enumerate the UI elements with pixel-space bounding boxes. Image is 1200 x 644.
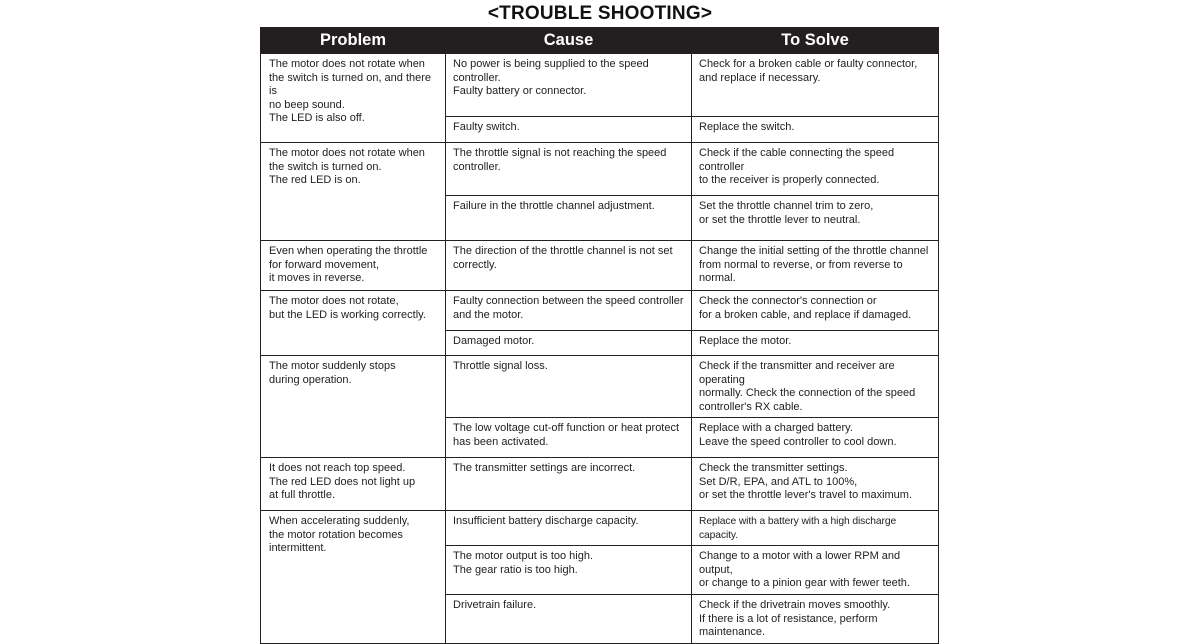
cause-cell: No power is being supplied to the speed controller. Faulty battery or connector. [446,54,692,117]
cause-cell: The throttle signal is not reaching the speed controller. [446,143,692,196]
troubleshooting-table [260,27,939,644]
solve-cell: Check the connector's connection or for a broken cable, and replace if damaged. [692,291,939,331]
table-row [261,54,939,117]
problem-cell: The motor does not rotate when the switch is turned on, and there is no beep sound. The LED is also off. [261,54,446,143]
solve-cell: Check if the drivetrain moves smoothly. If there is a lot of resistance, perform maintenance. [692,595,939,644]
solve-cell: Check the transmitter settings. Set D/R, EPA, and ATL to 100%, or set the throttle lever's travel to maximum. [692,458,939,511]
problem-cell: Even when operating the throttle for forward movement, it moves in reverse. [261,241,446,291]
problem-cell: The motor suddenly stops during operation. [261,356,446,458]
cause-cell: Faulty connection between the speed controller and the motor. [446,291,692,331]
cause-cell: Drivetrain failure. [446,595,692,644]
solve-cell: Check for a broken cable or faulty connector, and replace if necessary. [692,54,939,117]
cause-cell: The motor output is too high. The gear ratio is too high. [446,546,692,595]
solve-cell: Set the throttle channel trim to zero, or set the throttle lever to neutral. [692,196,939,241]
problem-cell: The motor does not rotate, but the LED is working correctly. [261,291,446,356]
page-title: <TROUBLE SHOOTING> [487,3,713,24]
column-header-cause: Cause [446,28,692,54]
cause-cell: Damaged motor. [446,331,692,356]
table-row [261,458,939,511]
table-row [261,241,939,291]
problem-cell: When accelerating suddenly, the motor rotation becomes intermittent. [261,511,446,644]
table-row [261,511,939,546]
problem-cell: The motor does not rotate when the switch is turned on. The red LED is on. [261,143,446,241]
cause-cell: Insufficient battery discharge capacity. [446,511,692,546]
table-row [261,356,939,418]
solve-cell: Change to a motor with a lower RPM and output, or change to a pinion gear with fewer teeth. [692,546,939,595]
solve-cell: Check if the transmitter and receiver are operating normally. Check the connection of the speed controller's RX cable. [692,356,939,418]
cause-cell: Failure in the throttle channel adjustment. [446,196,692,241]
cause-cell: Throttle signal loss. [446,356,692,418]
cause-cell: Faulty switch. [446,117,692,143]
table-row [261,143,939,196]
solve-cell: Change the initial setting of the throttle channel from normal to reverse, or from reverse to normal. [692,241,939,291]
column-header-solve: To Solve [692,28,939,54]
column-header-problem: Problem [261,28,446,54]
table-row [261,291,939,331]
cause-cell: The low voltage cut-off function or heat protect has been activated. [446,418,692,458]
solve-cell: Replace with a charged battery. Leave the speed controller to cool down. [692,418,939,458]
table-header-row [261,28,939,54]
cause-cell: The direction of the throttle channel is not set correctly. [446,241,692,291]
solve-cell: Replace the switch. [692,117,939,143]
solve-cell: Replace with a battery with a high discharge capacity. [692,511,939,546]
problem-cell: It does not reach top speed. The red LED does not light up at full throttle. [261,458,446,511]
cause-cell: The transmitter settings are incorrect. [446,458,692,511]
solve-cell: Replace the motor. [692,331,939,356]
solve-cell: Check if the cable connecting the speed controller to the receiver is properly connected. [692,143,939,196]
